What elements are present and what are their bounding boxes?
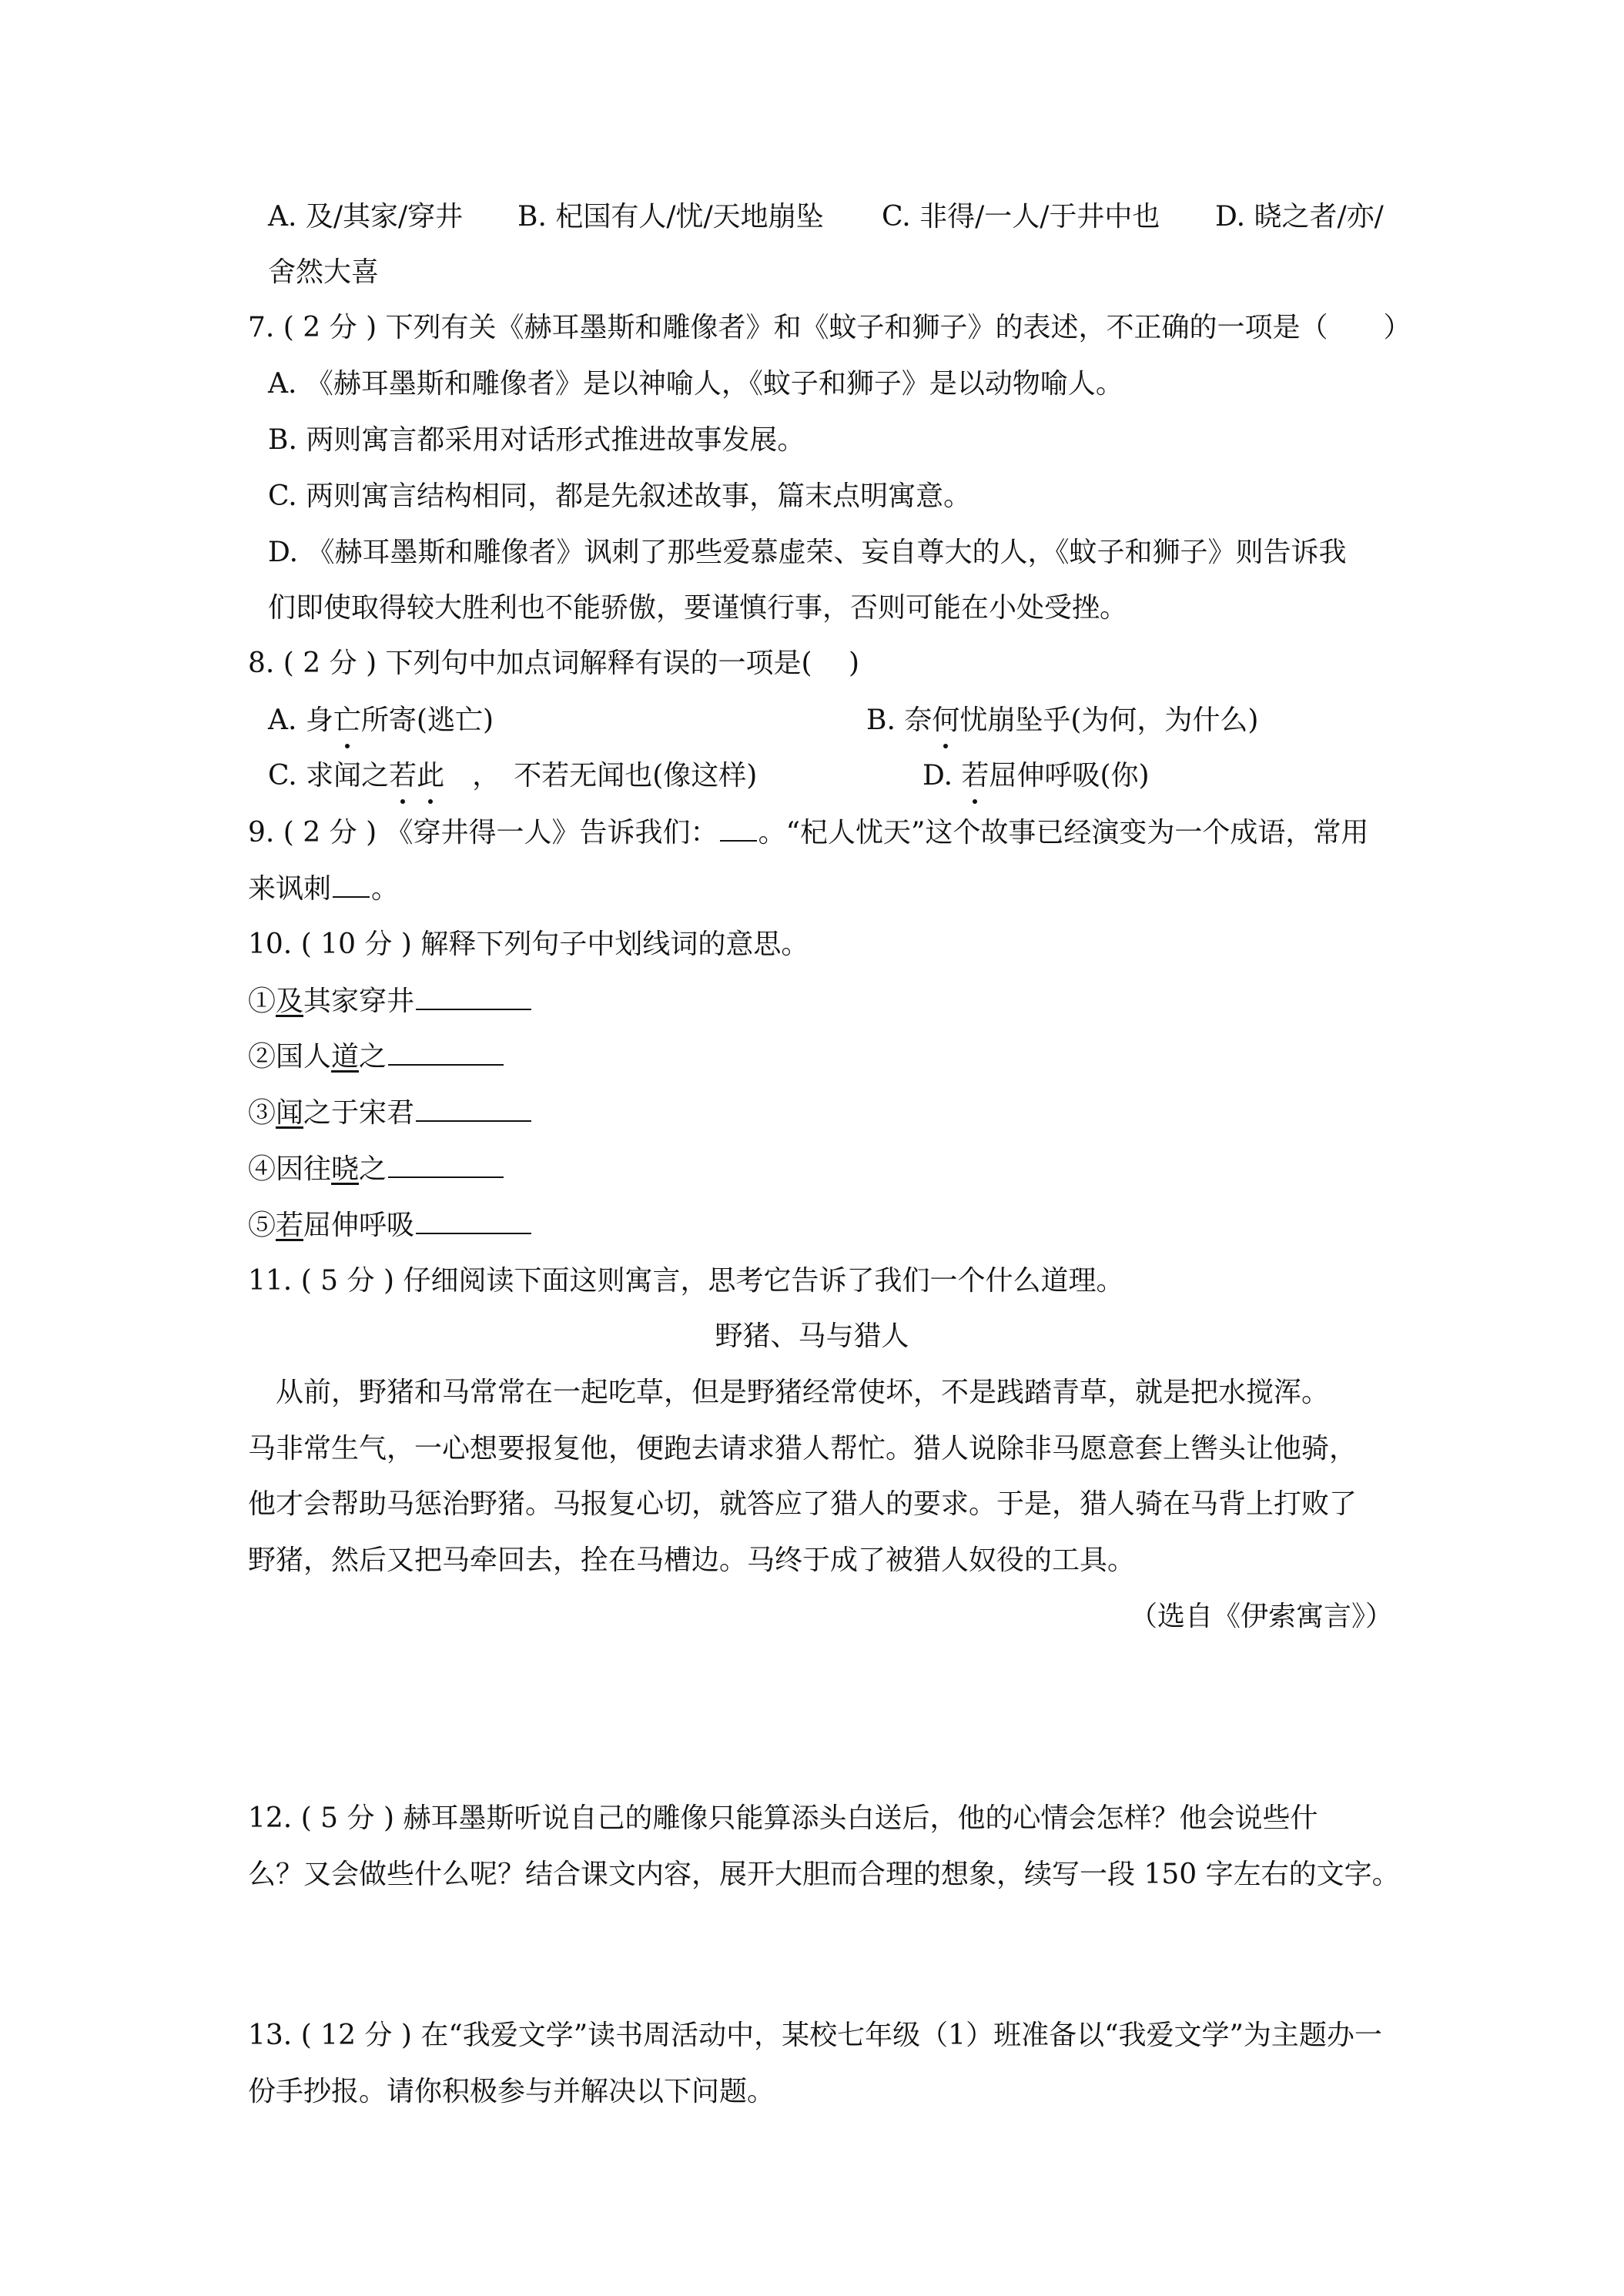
q10-item-text: 屈伸呼吸	[303, 1210, 415, 1241]
q10-item-number: ①	[248, 986, 276, 1017]
q11-source: （选自《伊索寓言》）	[1129, 1601, 1393, 1632]
q9-line2-post: 。	[371, 873, 400, 905]
q10-item-text: 国人	[276, 1041, 332, 1073]
q8-b-pre: B. 奈	[866, 705, 933, 736]
q8-option-c	[268, 758, 757, 795]
q9-answer-blank-1[interactable]	[720, 814, 757, 842]
q10-stem: 10. ( 10 分 ) 解释下列句子中划线词的意思。	[248, 929, 809, 960]
q8-c-dotted-word-1: 若	[389, 758, 417, 795]
q9-line1-post: 。“杞人忧天”这个故事已经演变为一个成语，常用	[758, 817, 1369, 848]
q8-c-pre: C. 求闻之	[268, 760, 390, 792]
q13-line-1: 13. ( 12 分 ) 在“我爱文学”读书周活动中，某校七年级（1）班准备以“我爱文学”为主题办一	[248, 2020, 1382, 2051]
q10-answer-blank[interactable]	[388, 1150, 504, 1178]
q6-option-c: C. 非得/一人/于井中也	[882, 201, 1160, 233]
q12-line-2: 么？又会做些什么呢？结合课文内容，展开大胆而合理的想象，续写一段 150 字左右的文字。	[248, 1859, 1400, 1890]
q7-stem: 7. ( 2 分 ) 下列有关《赫耳墨斯和雕像者》和《蚊子和狮子》的表述，不正确的一项是（ ）	[248, 312, 1411, 343]
q11-passage-line-4: 野猪，然后又把马牵回去，拴在马槽边。马终于成了被猎人奴役的工具。	[248, 1545, 1136, 1576]
q10-answer-blank[interactable]	[416, 1207, 531, 1234]
q11-passage-line-1: 从前，野猪和马常常在一起吃草，但是野猪经常使坏，不是践踏青草，就是把水搅浑。	[276, 1377, 1330, 1408]
q6-option-d-line1: D. 晓之者/亦/	[1215, 201, 1384, 233]
q10-item-text: 因往	[276, 1153, 332, 1185]
q10-underlined-word: 晓	[331, 1153, 360, 1185]
q8-b-post: 忧崩坠乎(为何，为什么)	[959, 705, 1259, 736]
q10-item-5	[248, 1207, 531, 1244]
q10-item-text: 之	[359, 1041, 387, 1073]
q7-option-a: A. 《赫耳墨斯和雕像者》是以神喻人，《蚊子和狮子》是以动物喻人。	[268, 368, 1123, 400]
q12-line-1: 12. ( 5 分 ) 赫耳墨斯听说自己的雕像只能算添头白送后，他的心情会怎样？他会说些什	[248, 1802, 1318, 1834]
q8-b-dotted-word: 何	[932, 702, 959, 739]
q11-stem: 11. ( 5 分 ) 仔细阅读下面这则寓言，思考它告诉了我们一个什么道理。	[248, 1265, 1124, 1297]
q7-option-c: C. 两则寓言结构相同，都是先叙述故事，篇末点明寓意。	[268, 480, 972, 512]
q10-item-number: ④	[248, 1153, 276, 1185]
q10-item-2	[248, 1038, 504, 1076]
q6-option-b: B. 杞国有人/忧/天地崩坠	[517, 201, 824, 233]
q8-d-dotted-word: 若	[961, 758, 989, 795]
q8-c-dotted-word-2: 此	[417, 758, 444, 795]
q10-item-1	[248, 982, 531, 1020]
q6-option-a: A. 及/其家/穿井	[268, 201, 464, 233]
q6-option-d-line2: 舍然大喜	[268, 256, 380, 288]
q10-item-4	[248, 1150, 504, 1188]
q8-option-d	[922, 758, 1150, 795]
q10-answer-blank[interactable]	[416, 1094, 531, 1122]
q8-d-pre: D.	[922, 760, 962, 792]
q7-option-b: B. 两则寓言都采用对话形式推进故事发展。	[268, 424, 805, 456]
q10-underlined-word: 闻	[276, 1097, 304, 1129]
q10-underlined-word: 若	[276, 1210, 304, 1241]
q10-answer-blank[interactable]	[388, 1038, 504, 1066]
q8-d-post: 屈伸呼吸(你)	[989, 760, 1150, 792]
q8-c-post: ， 不若无闻也(像这样)	[444, 760, 758, 792]
q10-answer-blank[interactable]	[416, 982, 531, 1010]
q10-item-text: 之于宋君	[303, 1097, 415, 1129]
q7-option-d-line1: D. 《赫耳墨斯和雕像者》讽刺了那些爱慕虚荣、妄自尊大的人，《蚊子和狮子》则告诉我	[268, 537, 1347, 568]
q8-stem: 8. ( 2 分 ) 下列句中加点词解释有误的一项是( )	[248, 648, 860, 679]
q10-item-text: 其家穿井	[303, 986, 415, 1017]
q10-item-number: ③	[248, 1097, 276, 1129]
q11-passage-title: 野猪、马与猎人	[715, 1320, 909, 1352]
q7-option-d-line2: 们即使取得较大胜利也不能骄傲，要谨慎行事，否则可能在小处受挫。	[268, 592, 1128, 624]
q10-item-number: ⑤	[248, 1210, 276, 1241]
q11-passage-line-2: 马非常生气，一心想要报复他，便跑去请求猎人帮忙。猎人说除非马愿意套上辔头让他骑，	[248, 1433, 1358, 1464]
q8-option-b	[866, 702, 1258, 739]
q9-answer-blank-2[interactable]	[333, 870, 370, 898]
q10-underlined-word: 道	[331, 1041, 360, 1073]
q8-a-dotted-word: 亡	[333, 702, 361, 739]
q9-line1	[248, 814, 1368, 852]
q10-item-text: 之	[359, 1153, 387, 1185]
q10-item-number: ②	[248, 1041, 276, 1073]
q9-line1-pre: 9. ( 2 分 ) 《穿井得一人》告诉我们：	[248, 817, 718, 848]
q9-line2	[248, 870, 399, 908]
q10-underlined-word: 及	[276, 986, 304, 1017]
q8-option-a	[268, 702, 494, 739]
q10-item-3	[248, 1094, 531, 1132]
q13-line-2: 份手抄报。请你积极参与并解决以下问题。	[248, 2076, 775, 2107]
q11-passage-line-3: 他才会帮助马惩治野猪。马报复心切，就答应了猎人的要求。于是，猎人骑在马背上打败了	[248, 1488, 1358, 1520]
q9-line2-pre: 来讽刺	[248, 873, 332, 905]
q8-a-pre: A. 身	[268, 705, 333, 736]
q8-a-post: 所寄(逃亡)	[360, 705, 494, 736]
